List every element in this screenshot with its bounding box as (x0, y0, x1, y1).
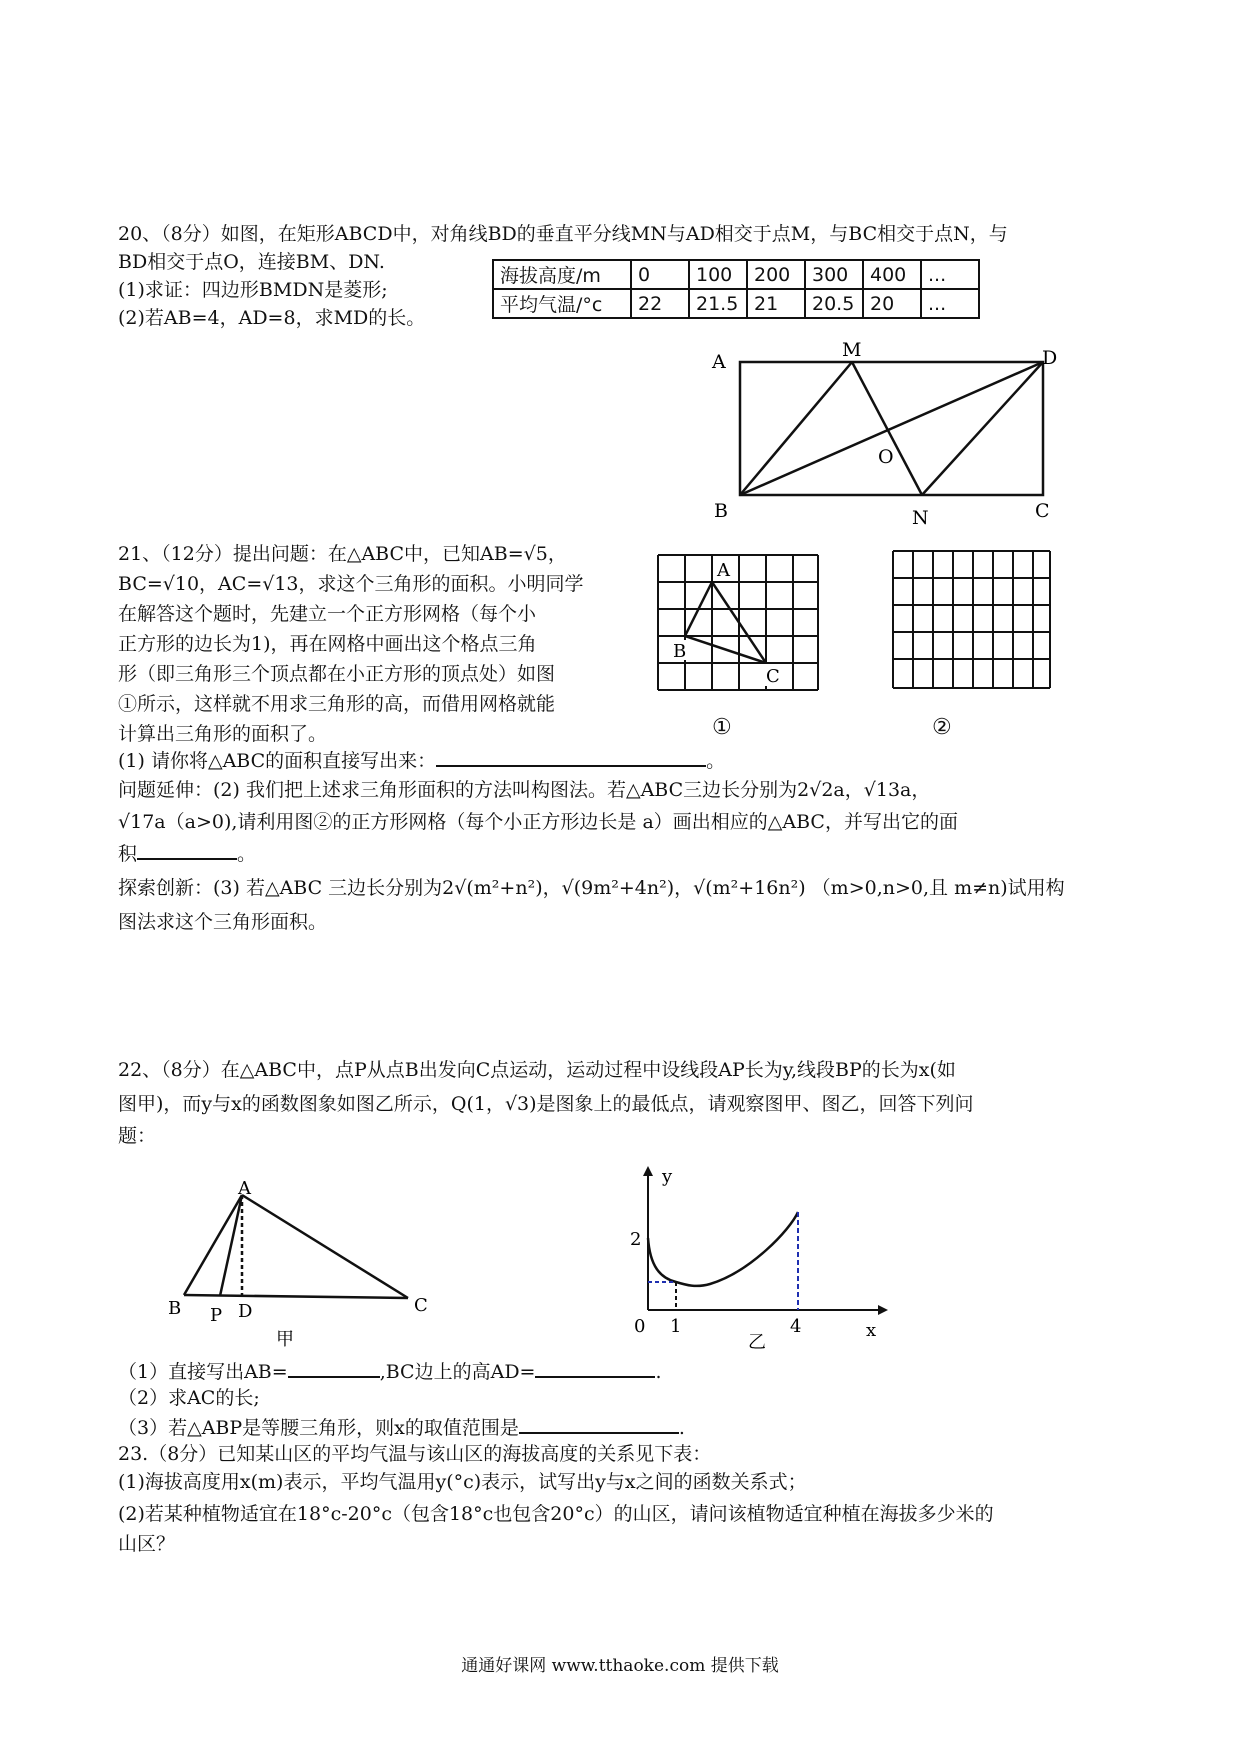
graph-label-2: 2 (630, 1229, 642, 1250)
q22-part1: （1）直接写出AB= ,BC边上的高AD= . (118, 1356, 662, 1386)
table-cell: 100 (689, 260, 747, 289)
q22-part2: （2）求AC的长; (118, 1387, 260, 1409)
fig-caption-yi: 乙 (748, 1332, 766, 1353)
table-header-temperature: 平均气温/°c (493, 289, 631, 318)
graph-label-4: 4 (790, 1316, 802, 1337)
grid-figure-1 (655, 552, 835, 707)
q22-line3: 题： (118, 1125, 157, 1147)
grid-label-B: B (673, 641, 687, 662)
q22-p1b: ,BC边上的高AD= (379, 1361, 536, 1383)
table-cell: 20 (863, 289, 921, 318)
answer-blank-ad[interactable] (535, 1356, 655, 1378)
label-B: B (714, 500, 728, 522)
q21-line4: 正方形的边长为1)，再在网格中画出这个格点三角 (118, 633, 537, 655)
q21-line7: 计算出三角形的面积了。 (118, 723, 328, 745)
q20-line1: 20、（8分）如图，在矩形ABCD中，对角线BD的垂直平分线MN与AD相交于点M，与BC相交于点N，与 (118, 223, 1008, 245)
label-O: O (878, 446, 894, 468)
altitude-temperature-table (492, 259, 980, 319)
table-row (493, 260, 979, 289)
answer-blank[interactable] (137, 838, 237, 860)
q21-q2-line1: 问题延伸：(2) 我们把上述求三角形面积的方法叫构图法。若△ABC三边长分别为2√2a，√13a， (118, 779, 931, 801)
graph-label-x: x (866, 1320, 877, 1341)
q21-line6: ①所示，这样就不用求三角形的高，而借用网格就能 (118, 693, 556, 715)
triangle-figure-jia (160, 1180, 460, 1350)
q21-q3-line1: 探索创新：(3) 若△ABC 三边长分别为2√(m²+n²)，√(9m²+4n²)，√(m²+16n²) （m>0,n>0,且 m≠n)试用构 (118, 877, 1065, 899)
q21-q2-text: 积 (118, 843, 138, 865)
label-C: C (1035, 500, 1050, 522)
grid2-caption: ② (932, 715, 952, 740)
table-cell: ... (921, 260, 979, 289)
q21-line1: 21、（12分）提出问题：在△ABC中，已知AB=√5， (118, 543, 567, 565)
label-M: M (842, 339, 862, 361)
q20-line2: BD相交于点O，连接BM、DN. (118, 251, 385, 273)
function-graph-yi (620, 1160, 890, 1353)
q23-line3: (2)若某种植物适宜在18°c-20°c（包含18°c也包含20°c）的山区，请问该植物适宜种植在海拔多少米的 (118, 1503, 994, 1525)
table-cell: 22 (631, 289, 689, 318)
q21-q3-line2: 图法求这个三角形面积。 (118, 911, 328, 933)
table-cell: 21 (747, 289, 805, 318)
q22-p1a: （1）直接写出AB= (118, 1361, 288, 1383)
q21-question2-tail: 积 。 (118, 838, 256, 868)
table-cell: 0 (631, 260, 689, 289)
table-row (493, 289, 979, 318)
q23-line1: 23.（8分）已知某山区的平均气温与该山区的海拔高度的关系见下表： (118, 1443, 712, 1465)
q22-line1: 22、（8分）在△ABC中，点P从点B出发向C点运动，运动过程中设线段AP长为y,线段BP的长为x(如 (118, 1059, 956, 1081)
q20-part1: (1)求证：四边形BMDN是菱形; (118, 279, 388, 301)
grid-label-A: A (717, 560, 730, 581)
page-footer: 通通好课网 www.tthaoke.com 提供下载 (461, 1656, 779, 1676)
tri-label-C: C (414, 1295, 428, 1316)
tri-label-A: A (238, 1178, 251, 1199)
grid-figure-2 (890, 548, 1065, 708)
table-cell: 300 (805, 260, 863, 289)
rectangle-abcd-figure (700, 340, 1060, 540)
label-N: N (912, 507, 929, 529)
q22-part3: （3）若△ABP是等腰三角形，则x的取值范围是 . (118, 1412, 685, 1442)
table-header-altitude: 海拔高度/m (493, 260, 631, 289)
fig-caption-jia: 甲 (276, 1329, 294, 1350)
grid-label-C: C (766, 666, 780, 687)
answer-blank-x-range[interactable] (519, 1412, 679, 1434)
q21-question1: (1) 请你将△ABC的面积直接写出来： 。 (118, 745, 725, 775)
tri-label-D: D (238, 1301, 253, 1322)
table-cell: 20.5 (805, 289, 863, 318)
q21-line3: 在解答这个题时，先建立一个正方形网格（每个小 (118, 603, 537, 625)
q23-line2: (1)海拔高度用x(m)表示，平均气温用y(°c)表示，试写出y与x之间的函数关系式； (118, 1471, 807, 1493)
graph-label-origin: 0 (634, 1316, 646, 1337)
table-cell: 21.5 (689, 289, 747, 318)
answer-blank-ab[interactable] (288, 1356, 380, 1378)
q21-line5: 形（即三角形三个顶点都在小正方形的顶点处）如图 (118, 663, 556, 685)
tri-label-B: B (168, 1298, 182, 1319)
graph-label-y: y (662, 1166, 673, 1187)
table-cell: ... (921, 289, 979, 318)
q20-part2: (2)若AB=4，AD=8，求MD的长。 (118, 307, 426, 329)
q22-p3-text: （3）若△ABP是等腰三角形，则x的取值范围是 (118, 1417, 519, 1439)
graph-label-1: 1 (670, 1316, 682, 1337)
grid1-caption: ① (712, 715, 732, 740)
q23-line4: 山区？ (118, 1533, 176, 1555)
q22-line2: 图甲)，而y与x的函数图象如图乙所示，Q(1，√3)是图象上的最低点，请观察图甲、图乙，回答下列问 (118, 1093, 974, 1115)
q21-q1-text: (1) 请你将△ABC的面积直接写出来： (118, 750, 437, 772)
tri-label-P: P (210, 1305, 223, 1326)
label-D: D (1042, 347, 1058, 369)
label-A: A (712, 351, 726, 373)
table-cell: 200 (747, 260, 805, 289)
table-cell: 400 (863, 260, 921, 289)
q21-line2: BC=√10，AC=√13，求这个三角形的面积。小明同学 (118, 573, 584, 595)
q21-q2-line2: √17a（a>0),请利用图②的正方形网格（每个小正方形边长是 a）画出相应的△ABC，并写出它的面 (118, 811, 958, 833)
answer-blank[interactable] (436, 745, 706, 767)
